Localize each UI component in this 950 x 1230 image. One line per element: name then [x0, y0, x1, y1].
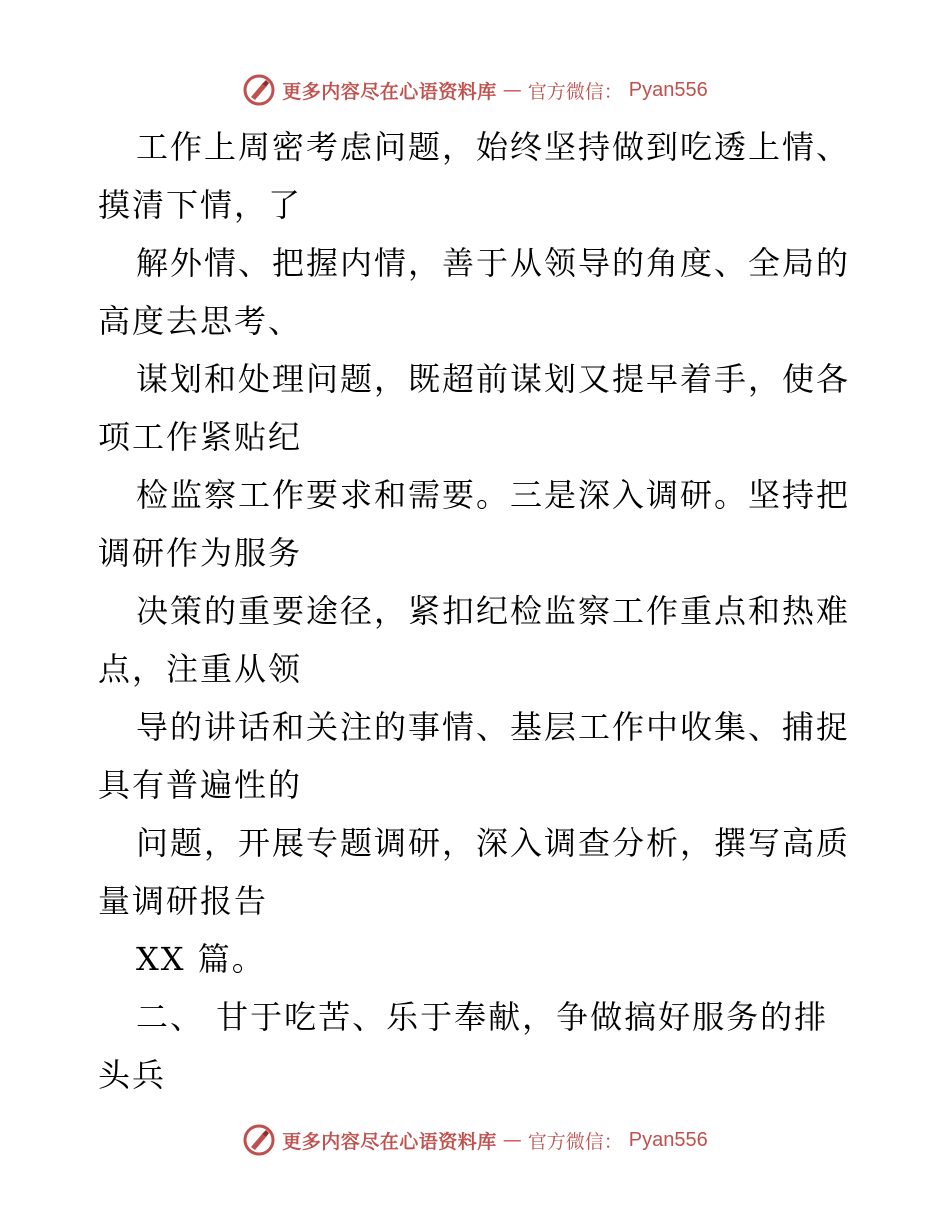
body-line: 问题，开展专题调研，深入调查分析，撰写高质	[136, 824, 851, 862]
header-wechat-id: Pyan556	[628, 78, 708, 101]
body-line: 工作上周密考虑问题，始终坚持做到吃透上情、	[136, 128, 851, 166]
body-line: 摸清下情，了	[98, 186, 303, 224]
header-site-text: 更多内容尽在心语资料库	[282, 80, 497, 103]
header-banner	[0, 70, 950, 110]
body-line: 具有普遍性的	[98, 766, 303, 804]
logo-pen-icon	[242, 73, 276, 107]
body-line: 高度去思考、	[98, 302, 303, 340]
body-line: 决策的重要途径，紧扣纪检监察工作重点和热难	[136, 592, 851, 630]
body-line: 调研作为服务	[98, 534, 303, 572]
body-line: 检监察工作要求和需要。三是深入调研。坚持把	[136, 476, 851, 514]
footer-banner	[0, 1120, 950, 1160]
body-line: 头兵	[98, 1056, 167, 1094]
header-separator: —	[502, 79, 522, 101]
body-line: 解外情、把握内情，善于从领导的角度、全局的	[136, 244, 851, 282]
body-line: 谋划和处理问题，既超前谋划又提早着手，使各	[136, 360, 851, 398]
body-line: 点，注重从领	[98, 650, 303, 688]
header-wechat-label: 官方微信：	[527, 80, 623, 103]
footer-wechat-id: Pyan556	[628, 1128, 708, 1151]
footer-wechat-label: 官方微信：	[527, 1130, 623, 1153]
footer-site-text: 更多内容尽在心语资料库	[282, 1130, 497, 1153]
body-line: 项工作紧贴纪	[98, 418, 303, 456]
body-line: XX 篇。	[136, 940, 266, 978]
body-line: 导的讲话和关注的事情、基层工作中收集、捕捉	[136, 708, 851, 746]
section-heading: 二、 甘于吃苦、乐于奉献，争做搞好服务的排	[136, 998, 829, 1036]
body-line: 量调研报告	[98, 882, 269, 920]
footer-separator: —	[502, 1129, 522, 1151]
logo-pen-icon	[242, 1123, 276, 1157]
document-body	[98, 118, 868, 1104]
